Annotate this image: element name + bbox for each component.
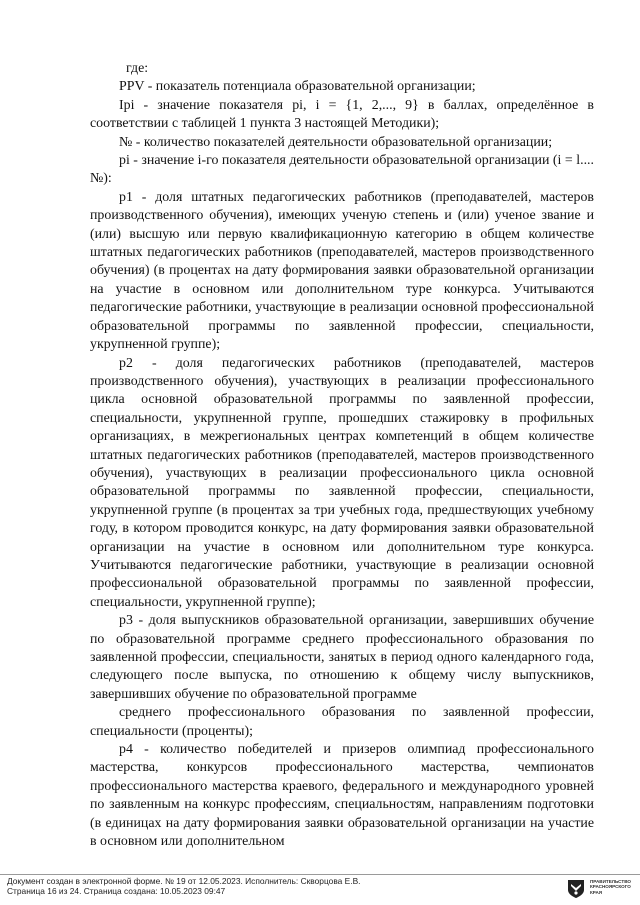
paragraph-ppv: PPV - показатель потенциала образовательной организации; — [119, 79, 476, 95]
paragraph-p3: р3 - доля выпускников образовательной организации, завершивших обучение по образовательной программе среднего профессионального образования по заявленной профессии, специальности, занятых в период одного календарного года, следующего после выпуска, по отношению к общему числу выпускников, завершивших обучение по образовательной программе — [90, 613, 594, 702]
document-body — [90, 60, 594, 851]
paragraph-p2: р2 - доля педагогических работников (преподавателей, мастеров производственного обучения), участвующих в реализации профессионального цикла основной образовательной программы по заявленной профессии, специальности, укрупненной группе, прошедших стажировку в профильных организациях, в межрегиональных центрах компетенций в общем количестве штатных педагогических работников (преподавателей, мастеров производственного обучения), участвующих в реализации профессионального цикла основной образовательной программы по заявленной профессии, специальности, укрупненной группе (в процентах за три учебных года, предшествующих учебному году, в котором проводится конкурс, на дату формирования заявки образовательной организации на участие в основном или дополнительном туре конкурса. Учитываются педагогические работники, участвующие в реализации основной профессиональной образовательной программы по заявленной профессии, специальности, укрупненной группе); — [90, 355, 594, 610]
paragraph-ipi: Ipi - значение показателя pi, i = {1, 2,..., 9} в баллах, определённое в соответствии с таблицей 1 пункта 3 настоящей Методики); — [90, 97, 594, 132]
paragraph-p1: р1 - доля штатных педагогических работников (преподавателей, мастеров производственного обучения), имеющих ученую степень и (или) ученое звание и (или) высшую или первую квалификационную категорию в общем количестве штатных педагогических работников (преподавателей, мастеров производственного обучения) (в процентах на дату формирования заявки образовательной организации на участие в основном или дополнительном туре конкурса. Учитываются педагогические работники, участвующие в реализации основной профессиональной образовательной программы по заявленной профессии, специальности, укрупненной группе); — [90, 189, 594, 353]
coat-of-arms-icon — [567, 879, 585, 899]
paragraph-n: № - количество показателей деятельности образовательной организации; — [119, 134, 553, 150]
paragraph-pi: pi - значение i-го показателя деятельности образовательной организации (i = l....№): — [90, 153, 594, 187]
footer-line-1: Документ создан в электронной форме. № 19 от 12.05.2023. Исполнитель: Скворцова Е.В. — [7, 876, 361, 886]
footer-line-2: Страница 16 из 24. Страница создана: 10.05.2023 09:47 — [7, 886, 226, 896]
footer-divider — [0, 874, 640, 875]
government-logo — [567, 877, 637, 901]
paragraph-where: где: — [126, 61, 149, 76]
org-name: ПРАВИТЕЛЬСТВО КРАСНОЯРСКОГО КРАЯ — [590, 879, 631, 895]
paragraph-p3-continued: среднего профессионального образования по заявленной профессии, специальности (проценты); — [90, 705, 594, 739]
footer-info — [7, 876, 527, 896]
paragraph-p4: р4 - количество победителей и призеров олимпиад профессионального мастерства, конкурсов профессионального мастерства, чемпионатов профессионального мастерства краевого, федерального и международного уровней по заявленным на конкурс профессиям, специальностям, направлениям подготовки (в единицах на дату формирования заявки образовательной организации на участие в основном или дополнительном — [90, 742, 594, 850]
